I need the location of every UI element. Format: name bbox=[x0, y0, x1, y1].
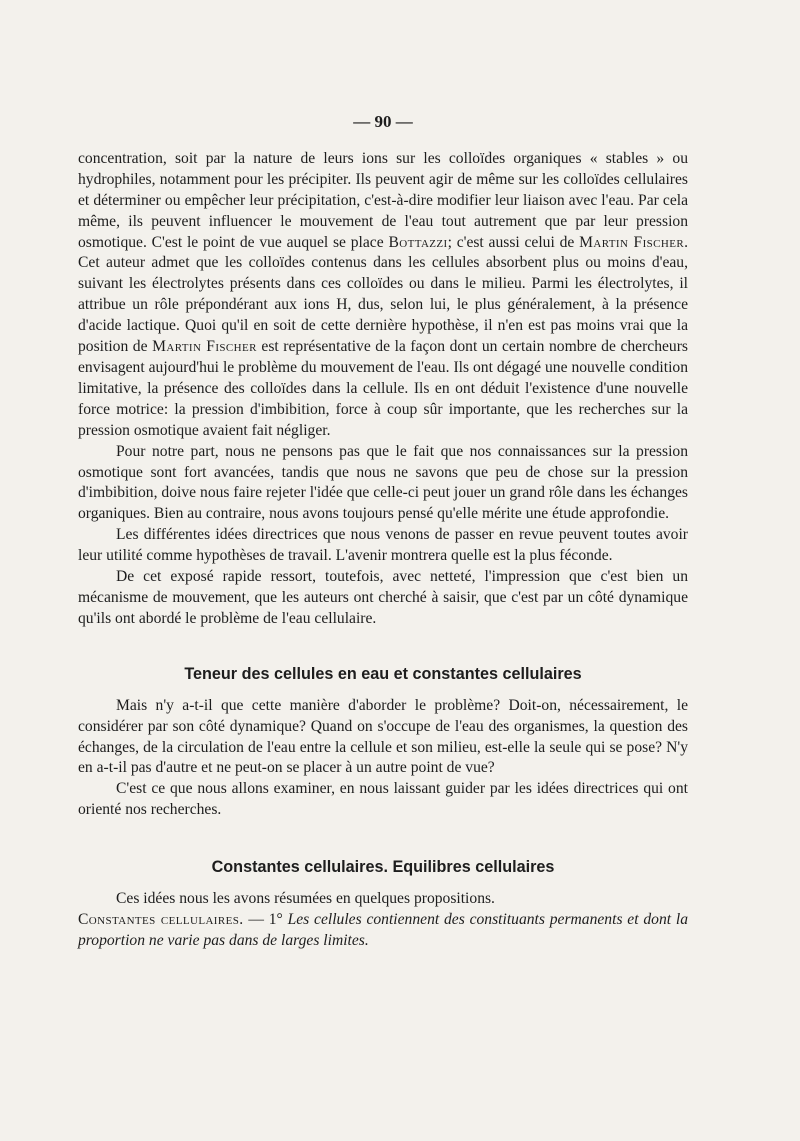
text-run: — 1° bbox=[243, 911, 288, 929]
paragraph: De cet exposé rapide ressort, toutefois, avec netteté, l'impression que c'est bien un mécanisme de mouvement, que les auteurs ont cherché à saisir, que c'est par un côté dynamique qu'ils ont abordé le problème de l'eau cellulaire. bbox=[78, 568, 688, 627]
author-name-fischer: Martin Fischer bbox=[579, 233, 685, 251]
author-name-bottazzi: Bottazzi bbox=[388, 233, 448, 251]
page-content bbox=[78, 112, 688, 952]
paragraph: Pour notre part, nous ne pensons pas que le fait que nos connaissances sur la pression osmotique sont fort avancées, tandis que nous ne savons que peu de chose sur la pression d'imbibition, doive nous faire rejeter l'idée que celle-ci peut jouer un grand rôle dans les échanges organiques. Bien au contraire, nous avons toujours pensé qu'elle mérite une étude approfondie. bbox=[78, 442, 688, 523]
page-number: — 90 — bbox=[353, 112, 413, 131]
proposition-label: Constantes cellulaires. bbox=[78, 911, 244, 929]
paragraph: Ces idées nous les avons résumées en quelques propositions. bbox=[116, 890, 495, 908]
text-run: est représentative de la façon dont un certain nombre de chercheurs envisagent aujourd'hui le problème du mouvement de l'eau. Ils ont dégagé une nouvelle condition limitative, la présence des colloïdes dans la cellule. Ils en ont déduit l'existence d'une nouvelle force motrice: la pression d'imbibition, force à coup sûr importante, que les recherches sur la pression osmotique avaient fait négliger. bbox=[78, 338, 688, 439]
paragraph: Les différentes idées directrices que nous venons de passer en revue peuvent toutes avoir leur utilité comme hypothèses de travail. L'avenir montrera quelle est la plus féconde. bbox=[78, 526, 688, 565]
proposition-paragraph bbox=[78, 910, 688, 952]
author-name-fischer: Martin Fischer bbox=[152, 338, 257, 356]
section-heading: Teneur des cellules en eau et constantes cellulaires bbox=[184, 664, 582, 683]
proposition-text: Les cellules contiennent des constituants permanents et dont la proportion ne varie pas dans de larges limites. bbox=[78, 911, 689, 949]
text-run: . Cet auteur admet que les colloïdes contenus dans les cellules absorbent plus ou moins d'eau, suivant les électrolytes présents dans ces colloïdes ou dans le milieu. Parmi les électrolytes, il attribue un rôle prépondérant aux ions H, dus, selon lui, le plus généralement, à la présence d'acide lactique. Quoi qu'il en soit de cette dernière hypothèse, il n'en est pas moins vrai que la position de bbox=[78, 233, 688, 356]
text-run: ; c'est aussi celui de bbox=[447, 233, 580, 251]
paragraph: Mais n'y a-t-il que cette manière d'aborder le problème? Doit-on, nécessairement, le considérer par son côté dynamique? Quand on s'occupe de l'eau des organismes, la question des échanges, de la circulation de l'eau entre la cellule et son milieu, est-elle la seule qui se pose? N'y en a-t-il pas d'autre et ne peut-on se placer à un autre point de vue? bbox=[78, 696, 688, 777]
paragraph-continuation bbox=[78, 149, 688, 442]
text-run: concentration, soit par la nature de leurs ions sur les colloïdes organiques « stables » ou hydrophiles, notamment pour les précipiter. Ils peuvent agir de même sur les colloïdes cellulaires et déterminer ou empêcher leur précipitation, c'est-à-dire modifier leur liaison avec l'eau. Par cela même, ils peuvent influencer le mouvement de l'eau tout autrement que par leur pression osmotique. C'est le point de vue auquel se place bbox=[78, 149, 688, 251]
paragraph: C'est ce que nous allons examiner, en nous laissant guider par les idées directrices qui ont orienté nos recherches. bbox=[78, 780, 688, 819]
section-heading: Constantes cellulaires. Equilibres cellulaires bbox=[211, 858, 555, 877]
